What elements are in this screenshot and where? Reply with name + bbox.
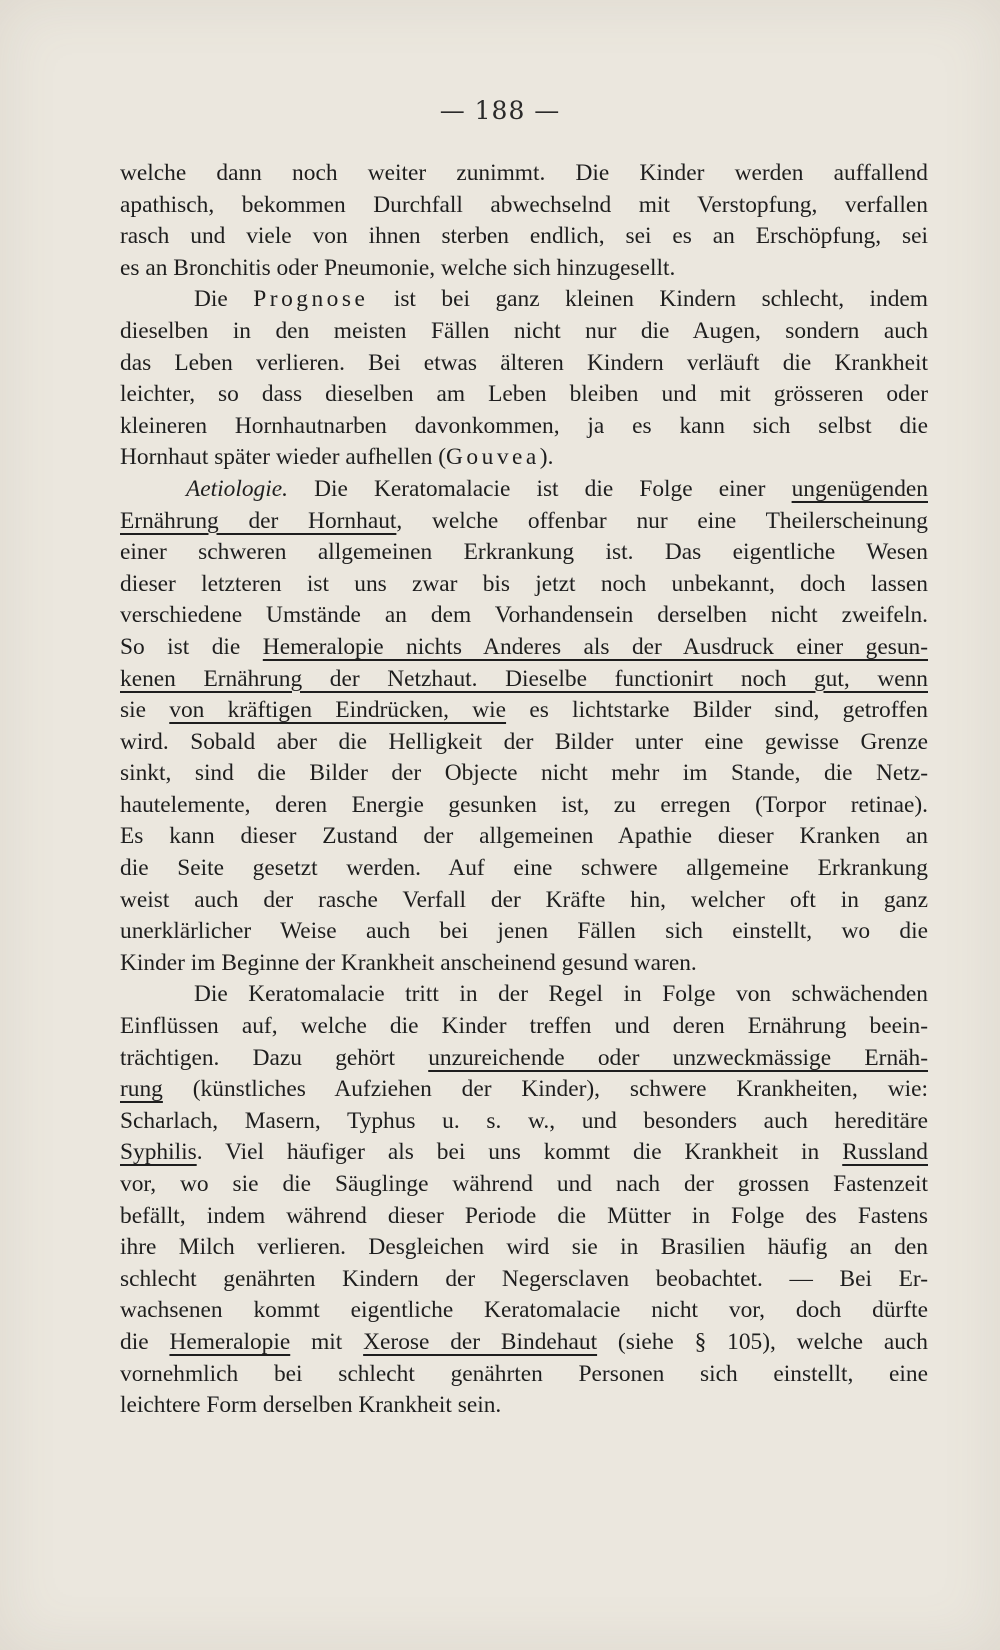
text-line: schlecht genährten Kindern der Negersclaven beobachtet. — Bei Er-: [120, 1265, 928, 1292]
underlined-text: ungenügenden: [791, 475, 928, 502]
text-line: einer schweren allgemeinen Erkrankung ist. Das eigentliche Wesen: [120, 539, 928, 566]
paragraph: [120, 474, 928, 980]
text-line: sie von kräftigen Eindrücken, wie es lichtstarke Bilder sind, getroffen: [120, 697, 928, 724]
text-line: die Seite gesetzt werden. Auf eine schwere allgemeine Erkrankung: [120, 855, 928, 882]
spaced-name: Gouvea: [446, 444, 540, 471]
text-line: rung (künstliches Aufziehen der Kinder), schwere Krankheiten, wie:: [120, 1076, 928, 1103]
text-line: ihre Milch verlieren. Desgleichen wird sie in Brasilien häufig an den: [120, 1234, 928, 1261]
text-line: es an Bronchitis oder Pneumonie, welche sich hinzugesellt.: [120, 254, 676, 281]
text-line: dieser letzteren ist uns zwar bis jetzt noch unbekannt, doch lassen: [120, 570, 928, 597]
text-line: Die Prognose ist bei ganz kleinen Kindern schlecht, indem: [194, 286, 928, 313]
text-line: Aetiologie. Die Keratomalacie ist die Folge einer ungenügenden: [186, 475, 928, 502]
underlined-text: Xerose der Bindehaut: [363, 1328, 598, 1355]
text-line: Die Keratomalacie tritt in der Regel in Folge von schwächenden: [194, 981, 928, 1008]
text-line: befällt, indem während dieser Periode die Mütter in Folge des Fastens: [120, 1202, 928, 1229]
text-line: leichter, so dass dieselben am Leben bleiben und mit grösseren oder: [120, 381, 928, 408]
underlined-text: Russland: [842, 1139, 928, 1166]
text-line: das Leben verlieren. Bei etwas älteren Kindern verläuft die Krankheit: [120, 349, 928, 376]
body-text: [120, 158, 928, 1422]
text-line: hautelemente, deren Energie gesunken ist, zu erregen (Torpor retinae).: [120, 791, 928, 818]
text-line: rasch und viele von ihnen sterben endlich, sei es an Erschöpfung, sei: [120, 223, 928, 250]
text-line: So ist die Hemeralopie nichts Anderes als der Ausdruck einer gesun-: [120, 633, 928, 660]
spaced-term: Prognose: [253, 286, 369, 313]
underlined-text: von kräftigen Eindrücken, wie: [169, 697, 507, 724]
text-line: dieselben in den meisten Fällen nicht nur die Augen, sondern auch: [120, 317, 928, 344]
text-line: sinkt, sind die Bilder der Objecte nicht mehr im Stande, die Netz-: [120, 760, 928, 787]
paragraph: [120, 979, 928, 1421]
text-line: wird. Sobald aber die Helligkeit der Bilder unter eine gewisse Grenze: [120, 728, 928, 755]
text-line: vornehmlich bei schlecht genährten Personen sich einstellt, eine: [120, 1360, 928, 1387]
text-line: vor, wo sie die Säuglinge während und nach der grossen Fastenzeit: [120, 1171, 928, 1197]
text-line: unerklärlicher Weise auch bei jenen Fällen sich einstellt, wo die: [120, 918, 928, 945]
text-line: trächtigen. Dazu gehört unzureichende oder unzweckmässige Ernäh-: [120, 1044, 929, 1071]
paragraph: [120, 158, 928, 284]
underlined-text: rung: [120, 1076, 163, 1103]
section-heading: Aetiologie.: [186, 475, 288, 502]
page-number: — 188 —: [439, 96, 561, 125]
text-line: leichtere Form derselben Krankheit sein.: [120, 1392, 502, 1419]
underlined-text: Hemeralopie: [169, 1328, 291, 1355]
text-line: [120, 664, 928, 696]
underlined-text: Ernährung der Hornhaut: [120, 507, 397, 534]
text-line: verschiedene Umstände an dem Vorhandensein derselben nicht zweifeln.: [120, 602, 928, 629]
text-line: die Hemeralopie mit Xerose der Bindehaut (siehe § 105), welche auch: [120, 1328, 928, 1355]
text-line: Scharlach, Masern, Typhus u. s. w., und besonders auch hereditäre: [120, 1107, 928, 1134]
text-line: Syphilis. Viel häufiger als bei uns kommt die Krankheit in Russland: [120, 1139, 928, 1166]
text-line: Kinder im Beginne der Krankheit anscheinend gesund waren.: [120, 949, 697, 976]
text-line: Einflüssen auf, welche die Kinder treffen und deren Ernährung beein-: [120, 1013, 928, 1040]
text-line: kleineren Hornhautnarben davonkommen, ja es kann sich selbst die: [120, 412, 928, 439]
text-line: apathisch, bekommen Durchfall abwechselnd mit Verstopfung, verfallen: [120, 191, 928, 218]
text-line: weist auch der rasche Verfall der Kräfte hin, welcher oft in ganz: [120, 886, 928, 913]
text-line: Ernährung der Hornhaut, welche offenbar nur eine Theilerscheinung: [120, 507, 928, 534]
text-line: wachsenen kommt eigentliche Keratomalacie nicht vor, doch dürfte: [120, 1297, 928, 1324]
text-line: welche dann noch weiter zunimmt. Die Kinder werden auffallend: [120, 160, 928, 186]
text-line: Hornhaut später wieder aufhellen (Gouvea).: [120, 444, 554, 471]
underlined-text: kenen Ernährung der Netzhaut. Dieselbe functionirt noch gut, wenn: [120, 665, 928, 692]
underlined-text: Hemeralopie nichts Anderes als der Ausdruck einer gesun-: [262, 633, 928, 660]
text-line: Es kann dieser Zustand der allgemeinen Apathie dieser Kranken an: [120, 823, 928, 850]
paragraph: [120, 284, 928, 474]
underlined-text: unzureichende oder unzweckmässige Ernäh-: [428, 1044, 929, 1071]
underlined-text: Syphilis: [120, 1139, 197, 1166]
